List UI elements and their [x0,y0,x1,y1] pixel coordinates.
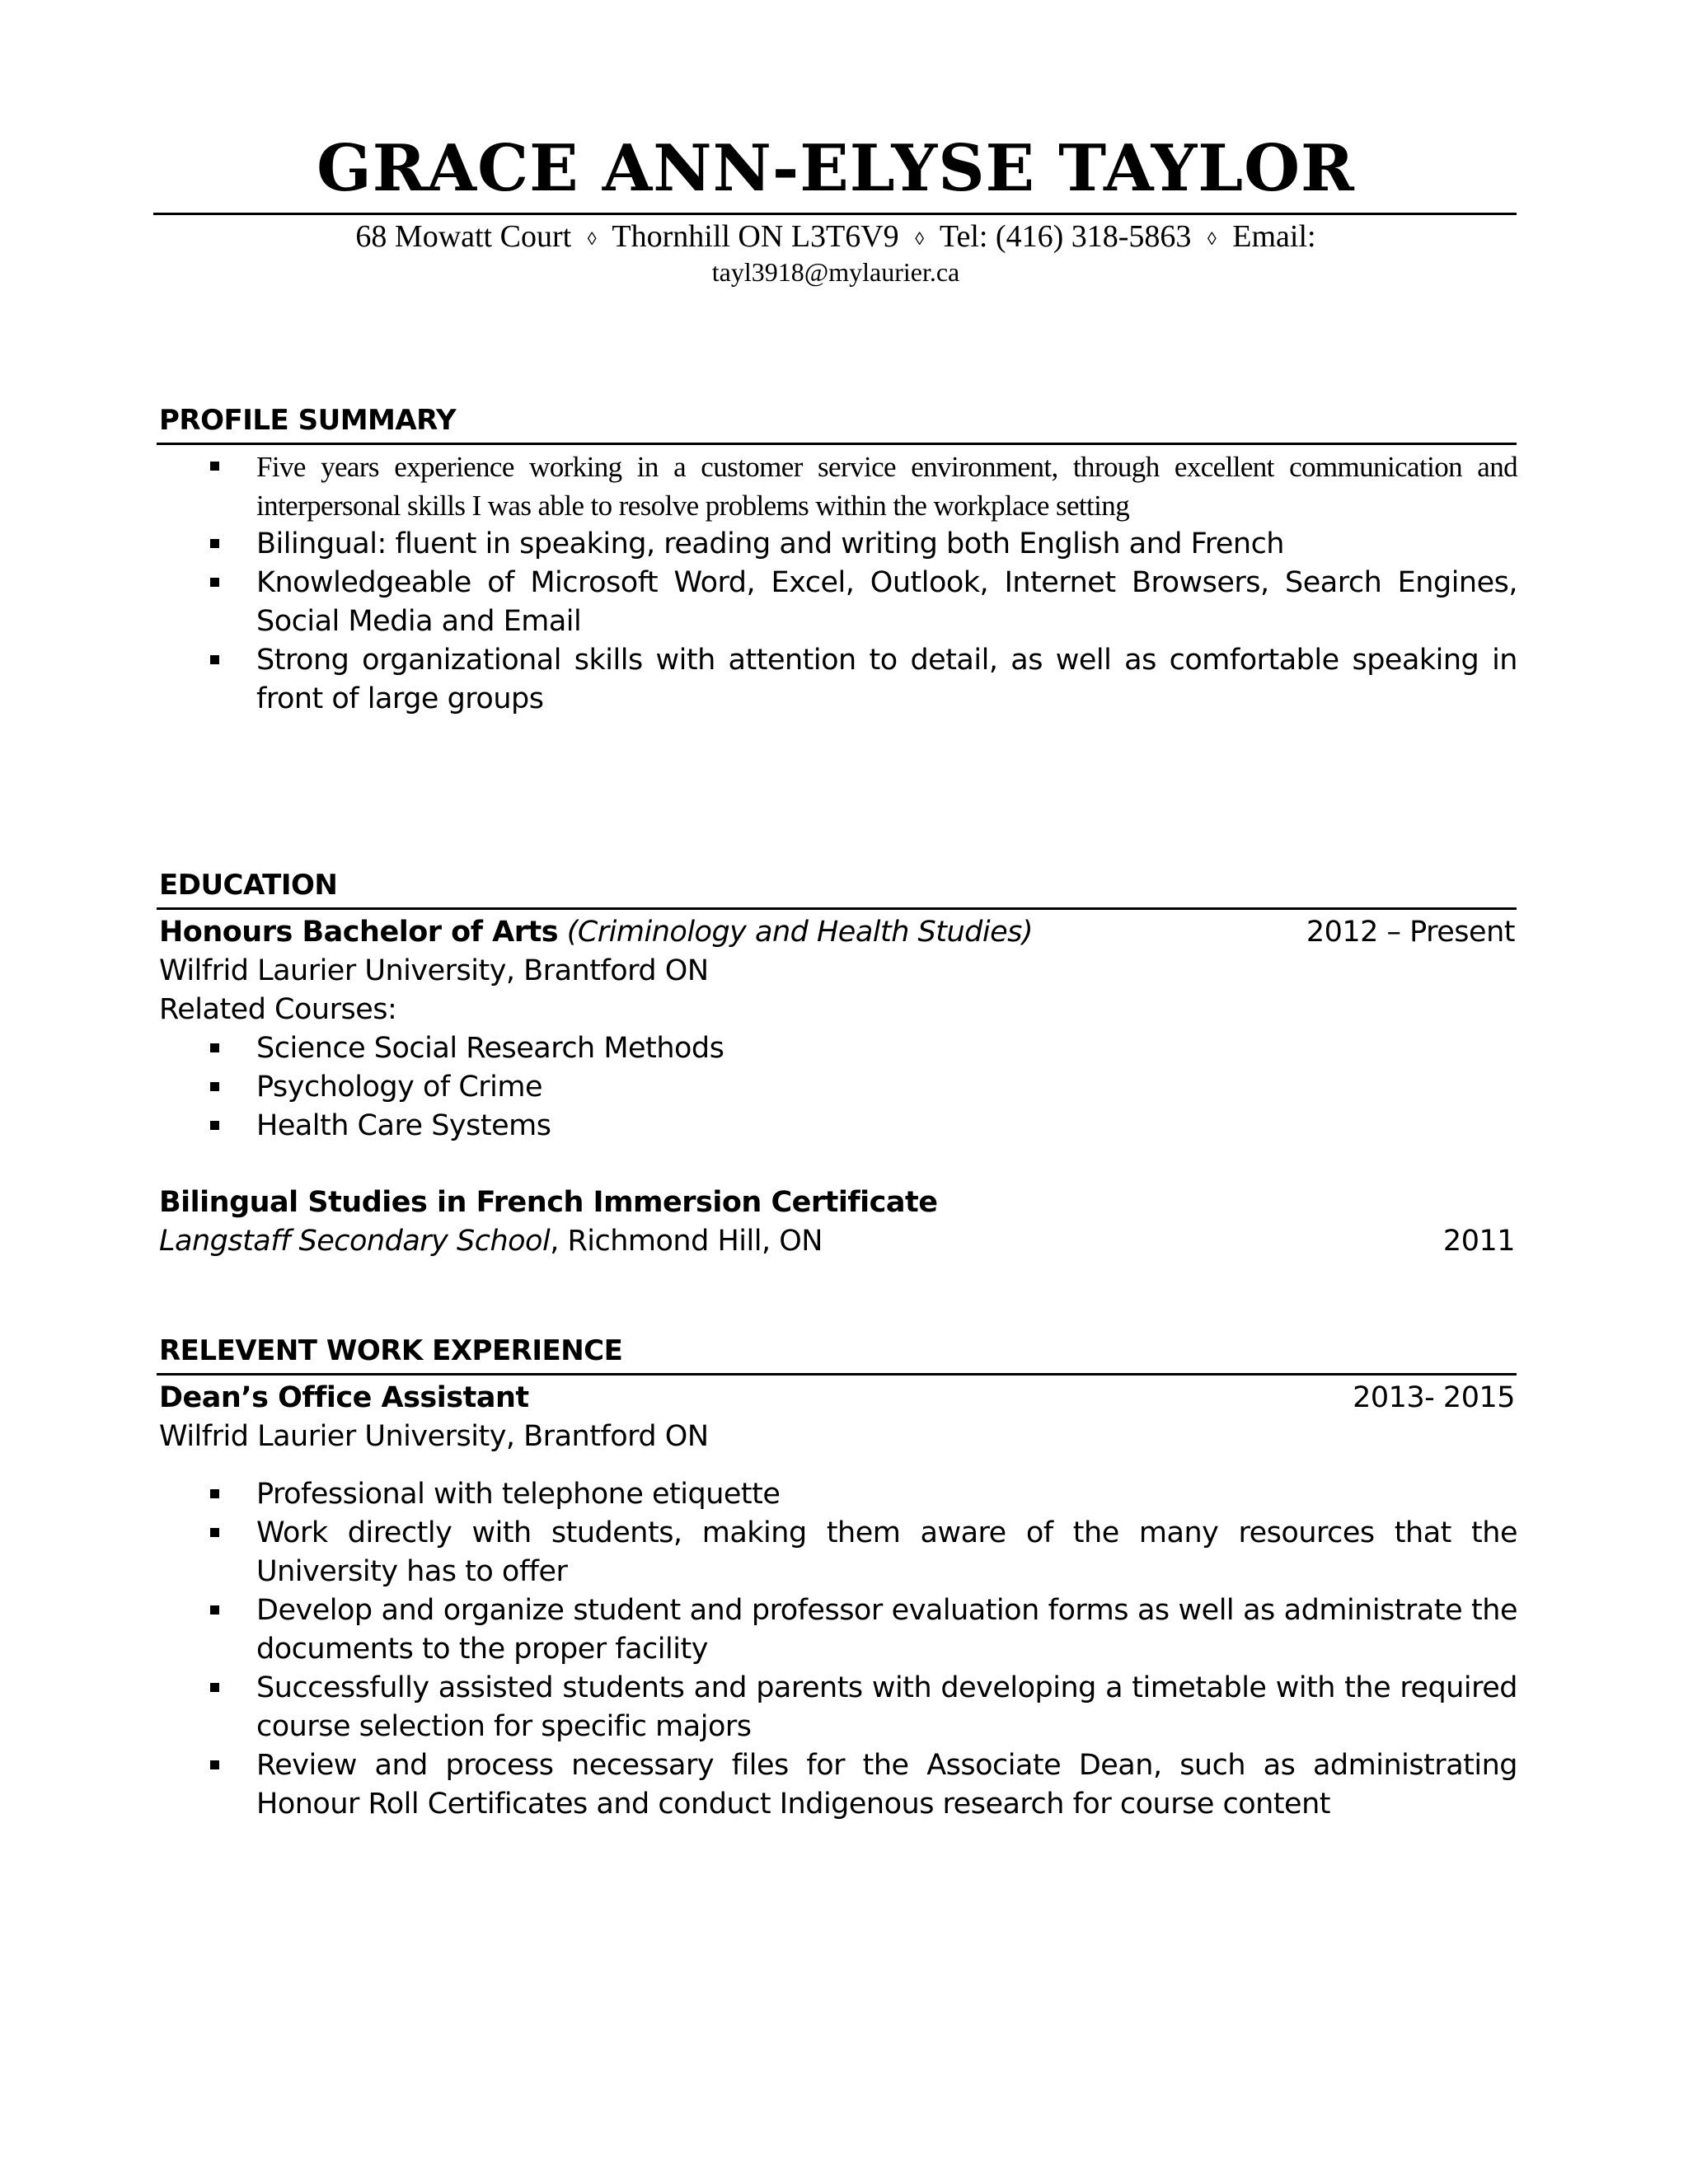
job-title: Dean’s Office Assistant [159,1381,529,1414]
courses-label: Related Courses: [159,993,397,1026]
list-item: Science Social Research Methods [159,1029,1517,1068]
certificate-school-line [159,1222,823,1261]
list-item: Review and process necessary files for the Associate Dean, such as administrating Honour Roll Certificates and conduct Indigenous research for course content [159,1746,1517,1824]
degree-school: Wilfrid Laurier University, Brantford ON [159,954,709,987]
list-item: Work directly with students, making them aware of the many resources that the University has to offer [159,1514,1517,1591]
separator-icon: ◊ [1207,228,1217,250]
job-employer: Wilfrid Laurier University, Brantford ON [159,1420,709,1453]
list-item: Professional with telephone etiquette [159,1475,1517,1514]
list-item: Five years experience working in a customer service environment, through excellent communication and interpersonal skills I was able to resolve problems within the workplace setting [159,448,1517,525]
education-divider [157,907,1517,910]
education-heading: EDUCATION [159,869,338,902]
work-divider [157,1373,1517,1376]
degree-row [159,913,1515,952]
certificate-row [159,1222,1515,1261]
contact-line [157,216,1515,257]
course-list [159,1029,1517,1146]
list-item: Psychology of Crime [159,1068,1517,1107]
list-item: Health Care Systems [159,1107,1517,1146]
candidate-name: GRACE ANN-ELYSE TAYLOR [316,131,1355,206]
list-item: Knowledgeable of Microsoft Word, Excel, Outlook, Internet Browsers, Search Engines, Social Media and Email [159,564,1517,641]
certificate-title: Bilingual Studies in French Immersion Certificate [159,1186,938,1219]
profile-summary-heading: PROFILE SUMMARY [159,404,457,437]
work-experience-heading: RELEVENT WORK EXPERIENCE [159,1334,623,1367]
email-address: tayl3918@mylaurier.ca [711,257,960,287]
job-bullets [159,1475,1517,1824]
city: Thornhill ON L3T6V9 [612,219,899,254]
profile-divider [157,443,1517,445]
telephone: Tel: (416) 318-5863 [939,219,1192,254]
job-dates: 2013- 2015 [1353,1381,1515,1414]
profile-bullets [159,448,1517,719]
certificate-location: , Richmond Hill, ON [550,1225,823,1258]
list-item: Bilingual: fluent in speaking, reading and writing both English and French [159,525,1517,564]
degree-title: Honours Bachelor of Arts [159,916,559,949]
job-row [159,1379,1515,1418]
address: 68 Mowatt Court [355,219,572,254]
degree-field: (Criminology and Health Studies) [566,916,1034,949]
list-item: Successfully assisted students and parents with developing a timetable with the required course selection for specific majors [159,1669,1517,1746]
certificate-year: 2011 [1442,1225,1515,1258]
degree-dates: 2012 – Present [1306,916,1515,949]
list-item: Strong organizational skills with attention to detail, as well as comfortable speaking in front of large groups [159,641,1517,719]
list-item: Develop and organize student and professor evaluation forms as well as administrate the documents to the proper facility [159,1591,1517,1669]
separator-icon: ◊ [587,228,597,250]
email-label: Email: [1232,219,1316,254]
certificate-school: Langstaff Secondary School [159,1225,551,1258]
header-divider [153,213,1517,215]
degree-title-line [159,913,1033,952]
separator-icon: ◊ [915,228,925,250]
